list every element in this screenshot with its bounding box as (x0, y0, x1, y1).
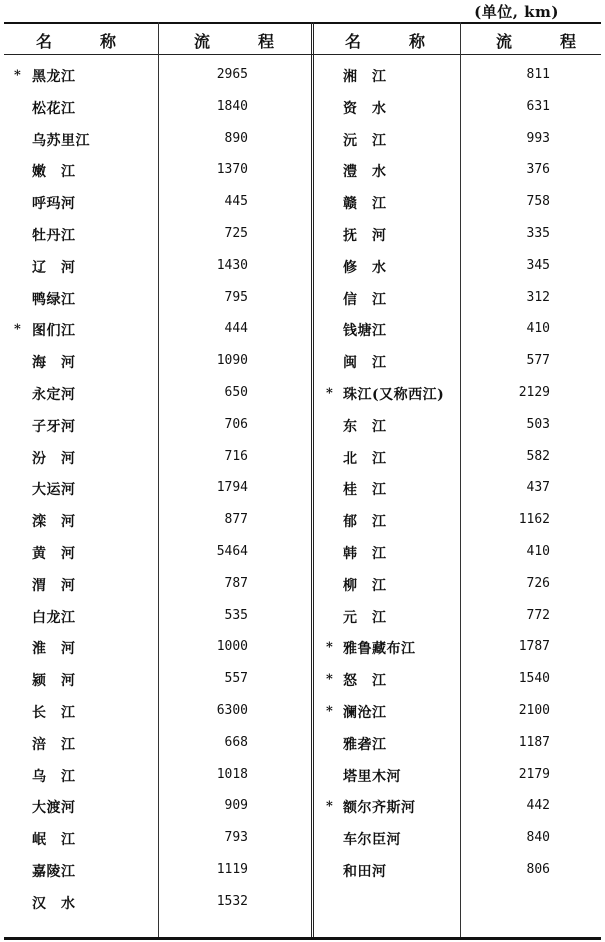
river-name: 渭 河 (32, 577, 76, 594)
river-length: 1018 (216, 766, 248, 782)
table-row (0, 187, 550, 219)
river-length: 1187 (518, 734, 550, 750)
river-length: 840 (526, 830, 550, 846)
river-length: 1794 (216, 480, 248, 496)
table-row (0, 696, 550, 728)
river-name: 澜沧江 (343, 705, 387, 721)
river-name: 抚 河 (343, 228, 387, 244)
river-length: 1162 (518, 512, 550, 528)
table-row (0, 791, 550, 823)
table-row (0, 410, 550, 442)
river-name: 永定河 (32, 387, 76, 403)
river-length: 787 (224, 575, 248, 591)
river-name: 东 江 (343, 418, 387, 435)
table-row (0, 855, 550, 887)
river-name: 资 水 (343, 100, 387, 117)
table-row (0, 664, 550, 696)
river-length: 2179 (518, 766, 550, 782)
table-row (0, 346, 550, 378)
river-length: 2129 (518, 385, 550, 400)
table-row (0, 60, 550, 92)
river-name: 鸭绿江 (32, 291, 76, 308)
river-name: 大渡河 (32, 800, 76, 817)
river-name: 郁 江 (343, 514, 387, 531)
river-length: 410 (526, 544, 550, 559)
river-length: 795 (224, 289, 248, 305)
table-row (0, 155, 550, 187)
river-name: 滦 河 (32, 514, 76, 531)
river-name: 乌苏里江 (32, 132, 90, 149)
river-length: 442 (526, 798, 550, 814)
table-row (0, 537, 550, 569)
river-length: 890 (224, 130, 248, 146)
river-length: 376 (526, 162, 550, 178)
river-length: 535 (224, 607, 248, 623)
river-length: 877 (224, 512, 248, 528)
river-name: 长 江 (32, 705, 76, 721)
header-length-right: 流 程 (496, 32, 576, 51)
river-name: 大运河 (32, 482, 76, 499)
river-name: 北 江 (343, 450, 387, 467)
river-name: 澧 水 (343, 164, 387, 181)
table-row (0, 314, 550, 346)
river-length: 1787 (518, 639, 550, 655)
river-name: 子牙河 (32, 418, 76, 435)
river-name: 颍 河 (32, 673, 76, 690)
major-river-marker: * (326, 386, 333, 401)
river-name: 塔里木河 (343, 768, 401, 785)
river-name: 柳 江 (343, 577, 387, 594)
river-length: 650 (224, 385, 248, 400)
header-rule (4, 54, 601, 55)
river-length: 410 (526, 321, 550, 337)
major-river-marker: * (326, 640, 333, 656)
river-length: 909 (224, 798, 248, 814)
table-row (0, 632, 550, 664)
river-length: 772 (526, 607, 550, 623)
river-name: 辽 河 (32, 259, 76, 276)
table-row (0, 505, 550, 537)
river-name: 怒 江 (343, 673, 387, 690)
river-length: 1370 (216, 162, 248, 178)
header-name-right: 名 称 (345, 32, 425, 51)
table-row (0, 728, 550, 760)
table-row (0, 219, 550, 251)
river-length: 2965 (216, 67, 248, 82)
river-length: 5464 (216, 544, 248, 559)
river-name: 嫩 江 (32, 164, 76, 181)
river-length: 557 (224, 671, 248, 687)
river-length: 1119 (216, 862, 248, 877)
river-length: 503 (526, 416, 550, 432)
river-name: 汉 水 (32, 895, 76, 912)
river-name: 修 水 (343, 259, 387, 276)
river-name: 松花江 (32, 100, 76, 117)
river-length: 716 (224, 448, 248, 464)
river-length: 1540 (518, 671, 550, 687)
major-river-marker: * (14, 322, 21, 338)
table-row (0, 378, 550, 410)
major-river-marker: * (326, 799, 333, 815)
river-name: 湘 江 (343, 69, 387, 85)
river-name: 车尔臣河 (343, 832, 401, 849)
river-name: 涪 江 (32, 736, 76, 753)
top-rule (4, 22, 601, 24)
river-length: 582 (526, 448, 550, 464)
river-length: 577 (526, 353, 550, 369)
river-name: 雅鲁藏布江 (343, 641, 416, 658)
river-length: 335 (526, 226, 550, 241)
river-length: 6300 (216, 703, 248, 718)
river-name: 元 江 (343, 609, 387, 626)
river-name: 汾 河 (32, 450, 76, 467)
table-row (0, 823, 550, 855)
river-length: 437 (526, 480, 550, 496)
bottom-rule (4, 937, 601, 940)
river-length: 445 (224, 194, 248, 210)
river-name: 闽 江 (343, 355, 387, 372)
river-name: 图们江 (32, 323, 76, 340)
river-length: 811 (526, 67, 550, 82)
river-name: 沅 江 (343, 132, 387, 149)
river-name: 桂 江 (343, 482, 387, 499)
table-row (0, 92, 550, 124)
table-row (0, 601, 550, 633)
river-name: 韩 江 (343, 546, 387, 562)
river-name: 珠江(又称西江) (343, 387, 445, 403)
river-length: 1000 (216, 639, 248, 655)
river-length: 993 (526, 130, 550, 146)
table-row (0, 442, 550, 474)
river-name: 赣 江 (343, 196, 387, 213)
river-length: 725 (224, 226, 248, 241)
river-length: 706 (224, 416, 248, 432)
river-name: 额尔齐斯河 (343, 800, 416, 817)
river-name: 白龙江 (32, 609, 76, 626)
river-name: 雅砻江 (343, 736, 387, 753)
river-length: 793 (224, 830, 248, 846)
river-length: 631 (526, 98, 550, 114)
river-length: 444 (224, 321, 248, 337)
unit-note: (单位, km) (474, 3, 559, 21)
header-length-left: 流 程 (194, 32, 274, 51)
river-length: 1430 (216, 257, 248, 273)
table-row (0, 283, 550, 315)
table-row (0, 473, 550, 505)
river-name: 和田河 (343, 864, 387, 880)
river-name: 嘉陵江 (32, 864, 76, 880)
river-name: 呼玛河 (32, 196, 76, 213)
table-row (0, 124, 550, 156)
river-length: 312 (526, 289, 550, 305)
major-river-marker: * (14, 68, 21, 83)
river-name: 岷 江 (32, 832, 76, 849)
river-name: 淮 河 (32, 641, 76, 658)
river-name: 信 江 (343, 291, 387, 308)
table-row (0, 251, 550, 283)
river-length: 1840 (216, 98, 248, 114)
column-divider (460, 22, 461, 937)
river-name: 黄 河 (32, 546, 76, 562)
middle-double-divider (311, 22, 314, 937)
table-row (0, 760, 550, 792)
river-length: 726 (526, 575, 550, 591)
major-river-marker: * (326, 672, 333, 688)
river-name: 乌 江 (32, 768, 76, 785)
river-length: 1532 (216, 893, 248, 909)
river-name: 牡丹江 (32, 228, 76, 244)
river-length: 2100 (518, 703, 550, 718)
river-length: 1090 (216, 353, 248, 369)
header-name-left: 名 称 (36, 32, 116, 51)
river-length: 758 (526, 194, 550, 210)
river-name: 钱塘江 (343, 323, 387, 340)
river-name: 海 河 (32, 355, 76, 372)
river-length: 668 (224, 734, 248, 750)
major-river-marker: * (326, 704, 333, 719)
river-length: 345 (526, 257, 550, 273)
table-row (0, 569, 550, 601)
river-length: 806 (526, 862, 550, 877)
river-name: 黑龙江 (32, 69, 76, 85)
table-row (0, 887, 300, 919)
